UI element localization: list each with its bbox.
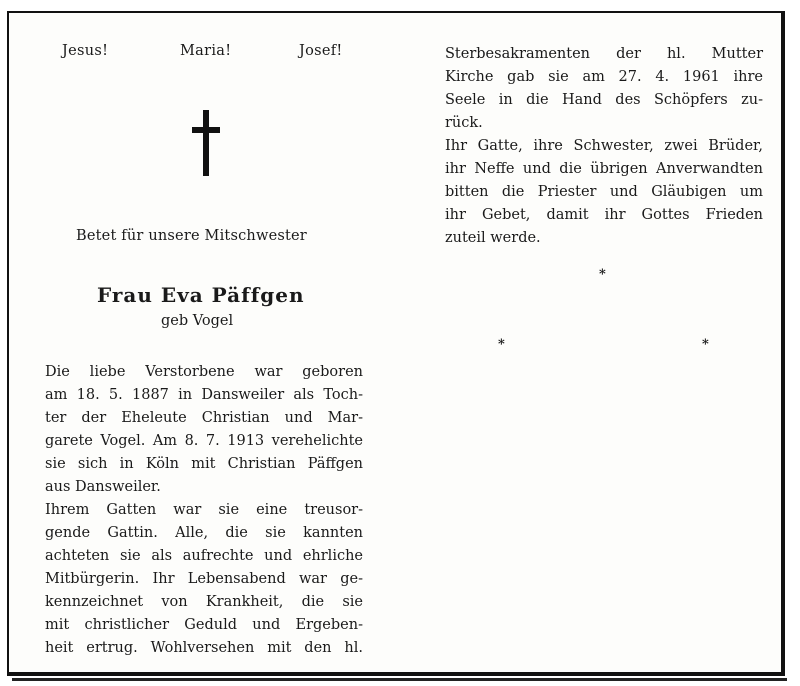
biography-text <box>45 361 363 660</box>
bio-line: Die liebe Verstorbene war geboren <box>45 364 363 380</box>
bio-line: achteten sie als aufrechte und ehrliche <box>45 548 363 564</box>
right-line: bitten die Priester und Gläubigen um <box>445 184 763 200</box>
bio-line: mit christlicher Geduld und Ergeben- <box>45 617 363 633</box>
bio-line: Ihrem Gatten war sie eine treusor- <box>45 502 363 518</box>
deceased-name: Frau Eva Päffgen <box>97 283 305 307</box>
right-line: Sterbesakramenten der hl. Mutter <box>445 46 763 62</box>
ornament-star-right: * <box>702 337 709 352</box>
bio-line: ter der Eheleute Christian und Mar- <box>45 410 363 426</box>
ornament-star-top: * <box>599 267 606 282</box>
invocation-jesus: Jesus! <box>62 43 109 59</box>
right-line: Seele in die Hand des Schöpfers zu- <box>445 92 763 108</box>
birth-name: geb Vogel <box>161 313 234 329</box>
invocation-josef: Josef! <box>299 43 343 59</box>
invocation-maria: Maria! <box>180 43 232 59</box>
bio-line: aus Dansweiler. <box>45 479 161 495</box>
bio-line: heit ertrug. Wohlversehen mit den hl. <box>45 640 363 656</box>
bio-line: sie sich in Köln mit Christian Päffgen <box>45 456 363 472</box>
right-line: Ihr Gatte, ihre Schwester, zwei Brüder, <box>445 138 763 154</box>
right-line: Kirche gab sie am 27. 4. 1961 ihre <box>445 69 763 85</box>
bio-line: garete Vogel. Am 8. 7. 1913 verehelichte <box>45 433 363 449</box>
right-line: zuteil werde. <box>445 230 541 246</box>
right-line: ihr Gebet, damit ihr Gottes Frieden <box>445 207 763 223</box>
bio-line: kennzeichnet von Krankheit, die sie <box>45 594 363 610</box>
bio-line: am 18. 5. 1887 in Dansweiler als Toch- <box>45 387 363 403</box>
prayer-line: Betet für unsere Mitschwester <box>76 228 307 244</box>
card-shadow <box>12 678 787 681</box>
right-line: ihr Neffe und die übrigen Anverwandten <box>445 161 763 177</box>
bio-line: Mitbürgerin. Ihr Lebensabend war ge- <box>45 571 363 587</box>
cross-icon <box>192 110 220 176</box>
right-line: rück. <box>445 115 483 131</box>
right-column-text <box>445 43 763 250</box>
bio-line: gende Gattin. Alle, die sie kannten <box>45 525 363 541</box>
ornament-star-left: * <box>498 337 505 352</box>
